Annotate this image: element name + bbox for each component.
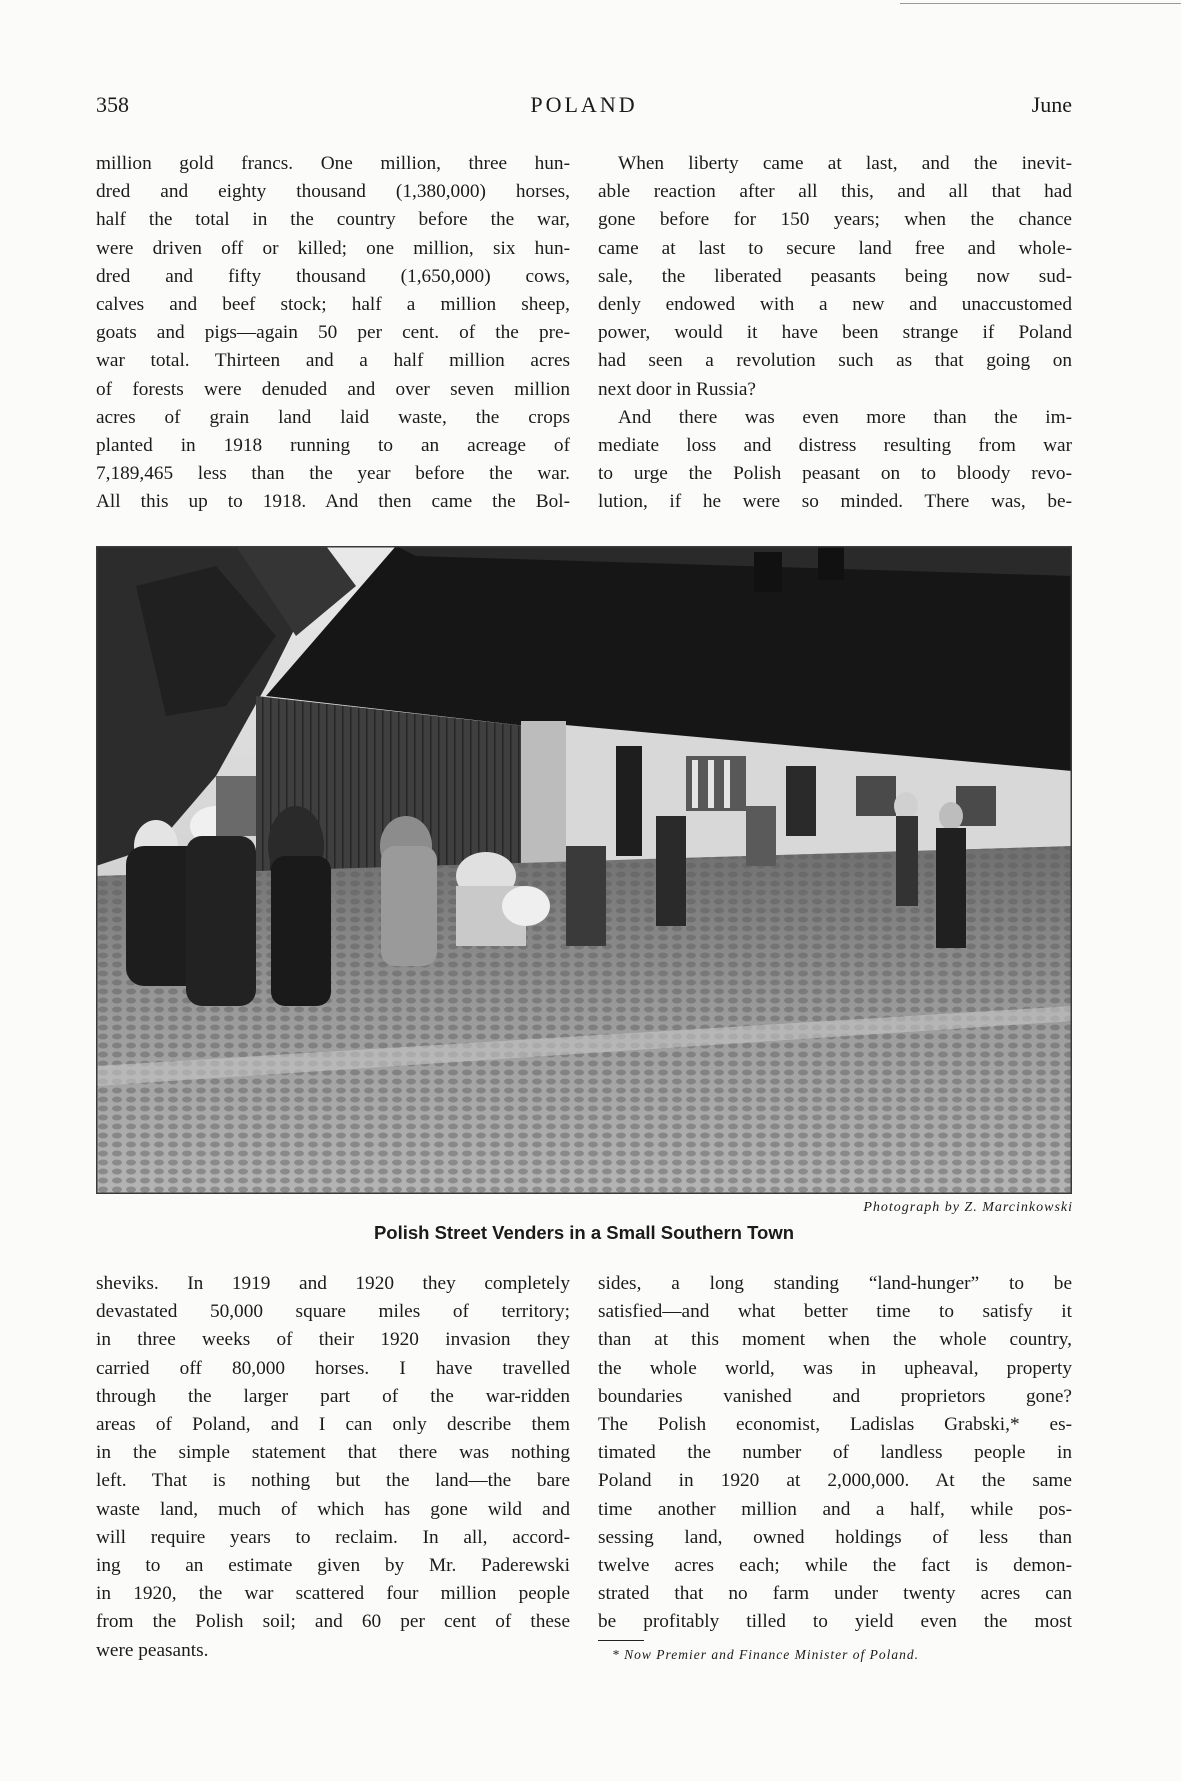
text-line: sale, the liberated peasants being now sud- bbox=[598, 265, 1072, 287]
text-line: satisfied—and what better time to satisfy it bbox=[598, 1301, 1072, 1323]
text-line: All this up to 1918. And then came the Bol- bbox=[96, 491, 570, 513]
text-line: in three weeks of their 1920 invasion they bbox=[96, 1329, 570, 1351]
text-line: devastated 50,000 square miles of territory; bbox=[96, 1301, 570, 1323]
text-line: gone before for 150 years; when the chance bbox=[598, 209, 1072, 231]
text-line: had seen a revolution such as that going on bbox=[598, 350, 1072, 372]
text-line: left. That is nothing but the land—the bare bbox=[96, 1470, 570, 1492]
text-line: calves and beef stock; half a million sheep, bbox=[96, 294, 570, 316]
text-line: dred and fifty thousand (1,650,000) cows, bbox=[96, 265, 570, 287]
text-line: The Polish economist, Ladislas Grabski,* es- bbox=[598, 1414, 1072, 1436]
text-line: twelve acres each; while the fact is demon- bbox=[598, 1555, 1072, 1577]
text-line: power, would it have been strange if Poland bbox=[598, 322, 1072, 344]
text-line: lution, if he were so minded. There was, be- bbox=[598, 491, 1072, 513]
text-line: Poland in 1920 at 2,000,000. At the same bbox=[598, 1470, 1072, 1492]
text-line: from the Polish soil; and 60 per cent of these bbox=[96, 1611, 570, 1633]
text-line: dred and eighty thousand (1,380,000) horses, bbox=[96, 181, 570, 203]
text-line: to urge the Polish peasant on to bloody revo- bbox=[598, 463, 1072, 485]
text-line: able reaction after all this, and all that had bbox=[598, 181, 1072, 203]
footnote: * Now Premier and Finance Minister of Poland. bbox=[612, 1647, 919, 1662]
text-line: sheviks. In 1919 and 1920 they completely bbox=[96, 1273, 570, 1294]
text-line: waste land, much of which has gone wild and bbox=[96, 1498, 570, 1520]
text-line: denly endowed with a new and unaccustomed bbox=[598, 294, 1072, 316]
text-line: be profitably tilled to yield even the most bbox=[598, 1611, 1072, 1633]
photo-caption: Polish Street Venders in a Small Southern Town bbox=[373, 1222, 795, 1243]
text-line: sides, a long standing “land-hunger” to be bbox=[598, 1273, 1072, 1294]
text-line: came at last to secure land free and whole- bbox=[598, 237, 1072, 259]
column-top-left bbox=[96, 150, 570, 517]
text-line: When liberty came at last, and the inevit- bbox=[618, 153, 1072, 174]
text-line: next door in Russia? bbox=[598, 378, 756, 400]
text-line: were driven off or killed; one million, six hun- bbox=[96, 237, 570, 259]
text-line: 7,189,465 less than the year before the war. bbox=[96, 463, 570, 485]
text-line: ing to an estimate given by Mr. Paderewski bbox=[96, 1555, 570, 1577]
issue-month: June bbox=[1031, 92, 1072, 117]
running-title: POLAND bbox=[530, 92, 638, 117]
text-line: goats and pigs—again 50 per cent. of the pre- bbox=[96, 322, 570, 344]
text-line: in 1920, the war scattered four million people bbox=[96, 1583, 570, 1605]
text-line: million gold francs. One million, three hun- bbox=[96, 153, 570, 174]
text-line: half the total in the country before the war, bbox=[96, 209, 570, 231]
text-line: acres of grain land laid waste, the crops bbox=[96, 406, 570, 428]
column-top-right bbox=[598, 150, 1072, 517]
street-venders-photograph bbox=[96, 546, 1072, 1194]
text-line: mediate loss and distress resulting from war bbox=[598, 435, 1072, 457]
text-line: boundaries vanished and proprietors gone? bbox=[598, 1385, 1072, 1407]
column-bottom-left bbox=[96, 1270, 570, 1665]
text-line: sessing land, owned holdings of less than bbox=[598, 1526, 1072, 1548]
text-line: timated the number of landless people in bbox=[598, 1442, 1072, 1464]
text-line: through the larger part of the war-ridden bbox=[96, 1385, 570, 1407]
page-header bbox=[96, 92, 1072, 126]
text-line: carried off 80,000 horses. I have travelled bbox=[96, 1357, 570, 1379]
text-line: areas of Poland, and I can only describe them bbox=[96, 1414, 570, 1436]
photo-credit: Photograph by Z. Marcinkowski bbox=[863, 1200, 1073, 1215]
text-line: war total. Thirteen and a half million acres bbox=[96, 350, 570, 372]
text-line: were peasants. bbox=[96, 1639, 209, 1661]
page-number: 358 bbox=[96, 92, 129, 117]
text-line: than at this moment when the whole country, bbox=[598, 1329, 1072, 1351]
text-line: the whole world, was in upheaval, property bbox=[598, 1357, 1072, 1379]
text-line: time another million and a half, while pos- bbox=[598, 1498, 1072, 1520]
text-line: in the simple statement that there was nothing bbox=[96, 1442, 570, 1464]
text-line: strated that no farm under twenty acres can bbox=[598, 1583, 1072, 1605]
column-bottom-right bbox=[598, 1270, 1072, 1637]
text-line: will require years to reclaim. In all, accord- bbox=[96, 1526, 570, 1548]
text-line: And there was even more than the im- bbox=[618, 406, 1072, 428]
footnote-rule bbox=[598, 1640, 644, 1641]
scan-edge-line bbox=[900, 3, 1181, 4]
text-line: of forests were denuded and over seven million bbox=[96, 378, 570, 400]
text-line: planted in 1918 running to an acreage of bbox=[96, 435, 570, 457]
